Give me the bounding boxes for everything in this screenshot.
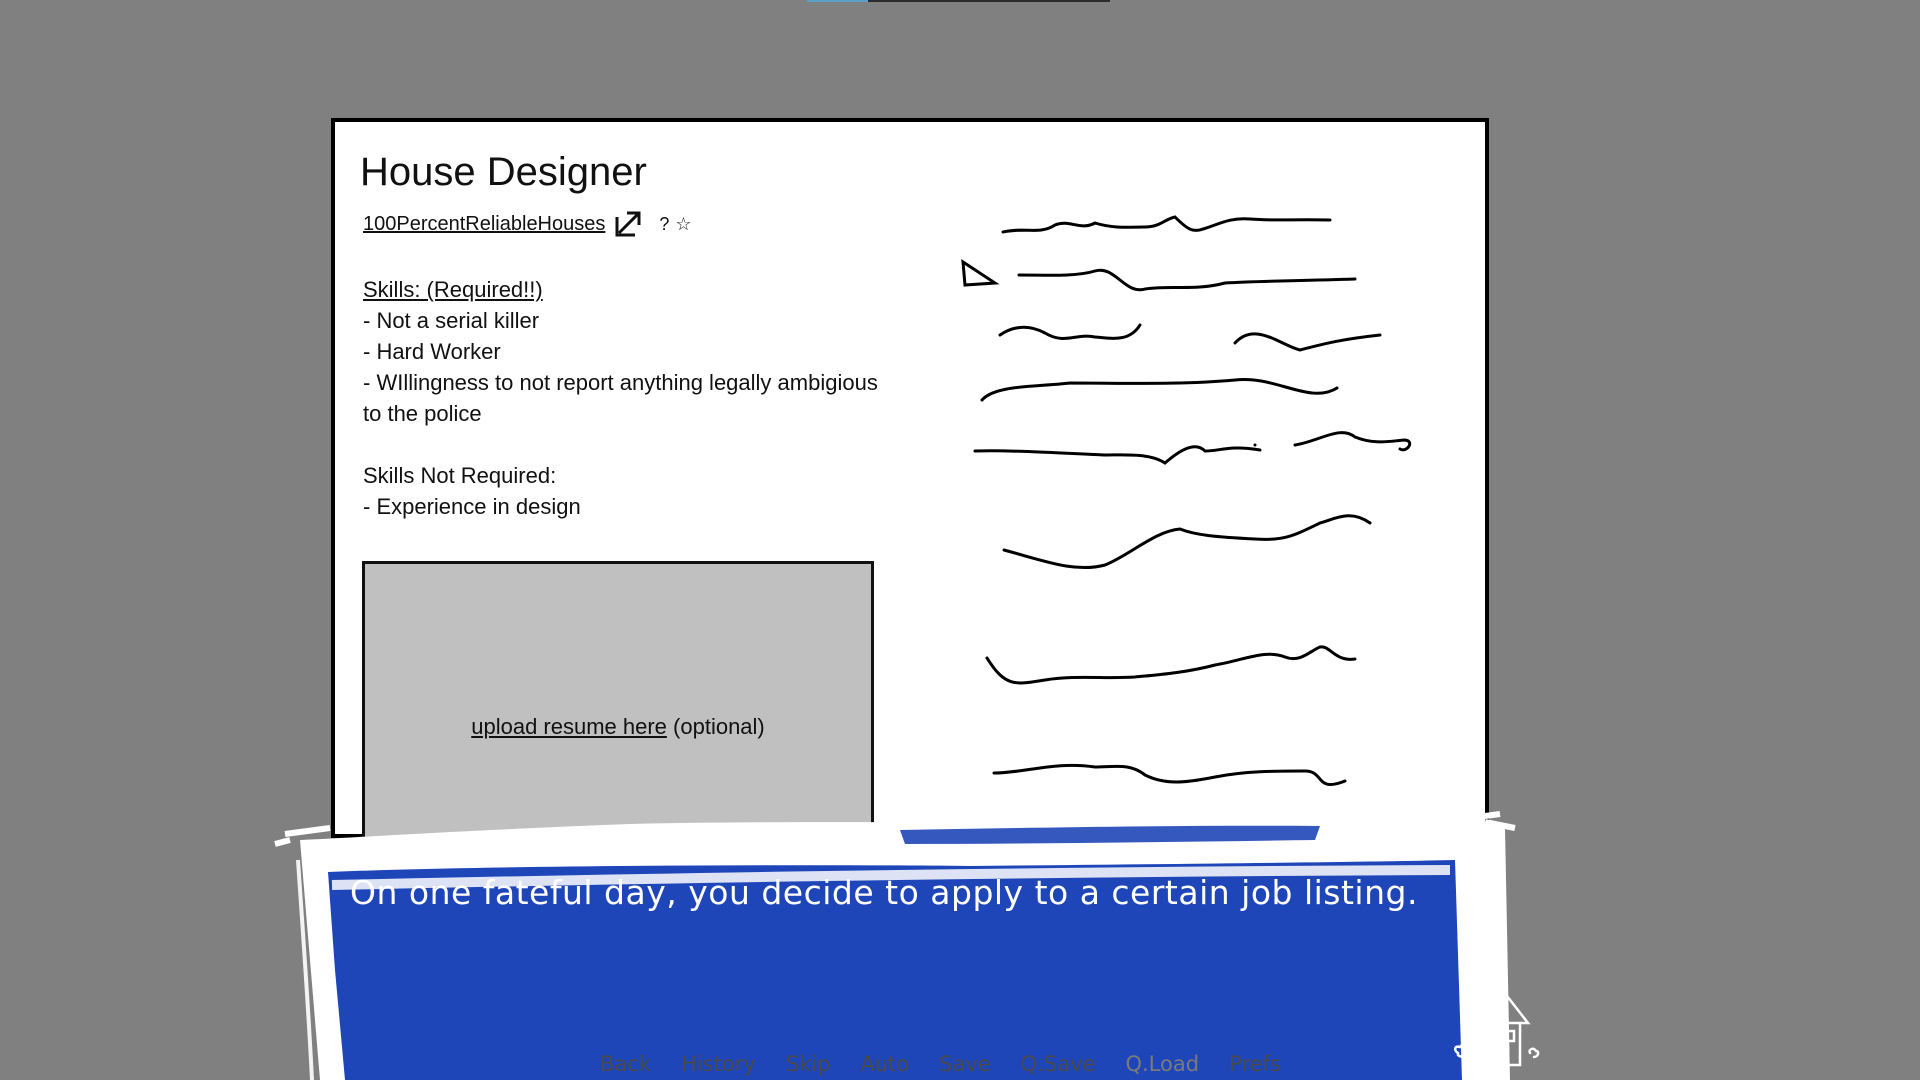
upload-text [365,714,871,740]
quick-menu-skip[interactable]: Skip [785,1052,831,1076]
required-skills-heading: Skills: (Required!!) [363,277,543,302]
favorite-star-button[interactable]: ☆ [675,213,692,234]
quick-menu-save[interactable]: Save [939,1052,991,1076]
quick-menu-auto[interactable]: Auto [860,1052,910,1076]
quick-menu-qsave[interactable]: Q.Save [1020,1052,1096,1076]
required-skill-item: - Hard Worker [363,339,501,364]
help-button[interactable]: ? [659,213,670,234]
quick-menu-qload[interactable]: Q.Load [1125,1052,1200,1076]
upload-resume-link[interactable]: upload resume here [471,714,667,739]
required-skill-item: - WIllingness to not report anything legally ambigious to the police [363,370,878,426]
not-required-skills-heading: Skills Not Required: [363,463,557,488]
house-icon [1448,985,1548,1070]
skills-section [363,274,883,522]
company-link[interactable]: 100PercentReliableHouses [363,212,606,235]
external-link-icon[interactable] [613,209,643,239]
company-row [363,209,692,239]
quick-menu-prefs[interactable]: Prefs [1229,1052,1281,1076]
scribbled-description [955,205,1475,805]
upload-optional-note: (optional) [666,714,765,739]
required-skill-item: - Not a serial killer [363,308,540,333]
dialogue-text: On one fateful day, you decide to apply to a certain job listing. [350,873,1418,912]
quick-menu [600,1052,1311,1076]
top-tab-indicator [807,0,1110,2]
job-title: House Designer [360,150,647,194]
dialogue-box [270,800,1630,1080]
not-required-skill-item: - Experience in design [363,494,581,519]
quick-menu-history[interactable]: History [680,1052,756,1076]
quick-menu-back[interactable]: Back [600,1052,651,1076]
top-tab-accent [807,0,868,2]
